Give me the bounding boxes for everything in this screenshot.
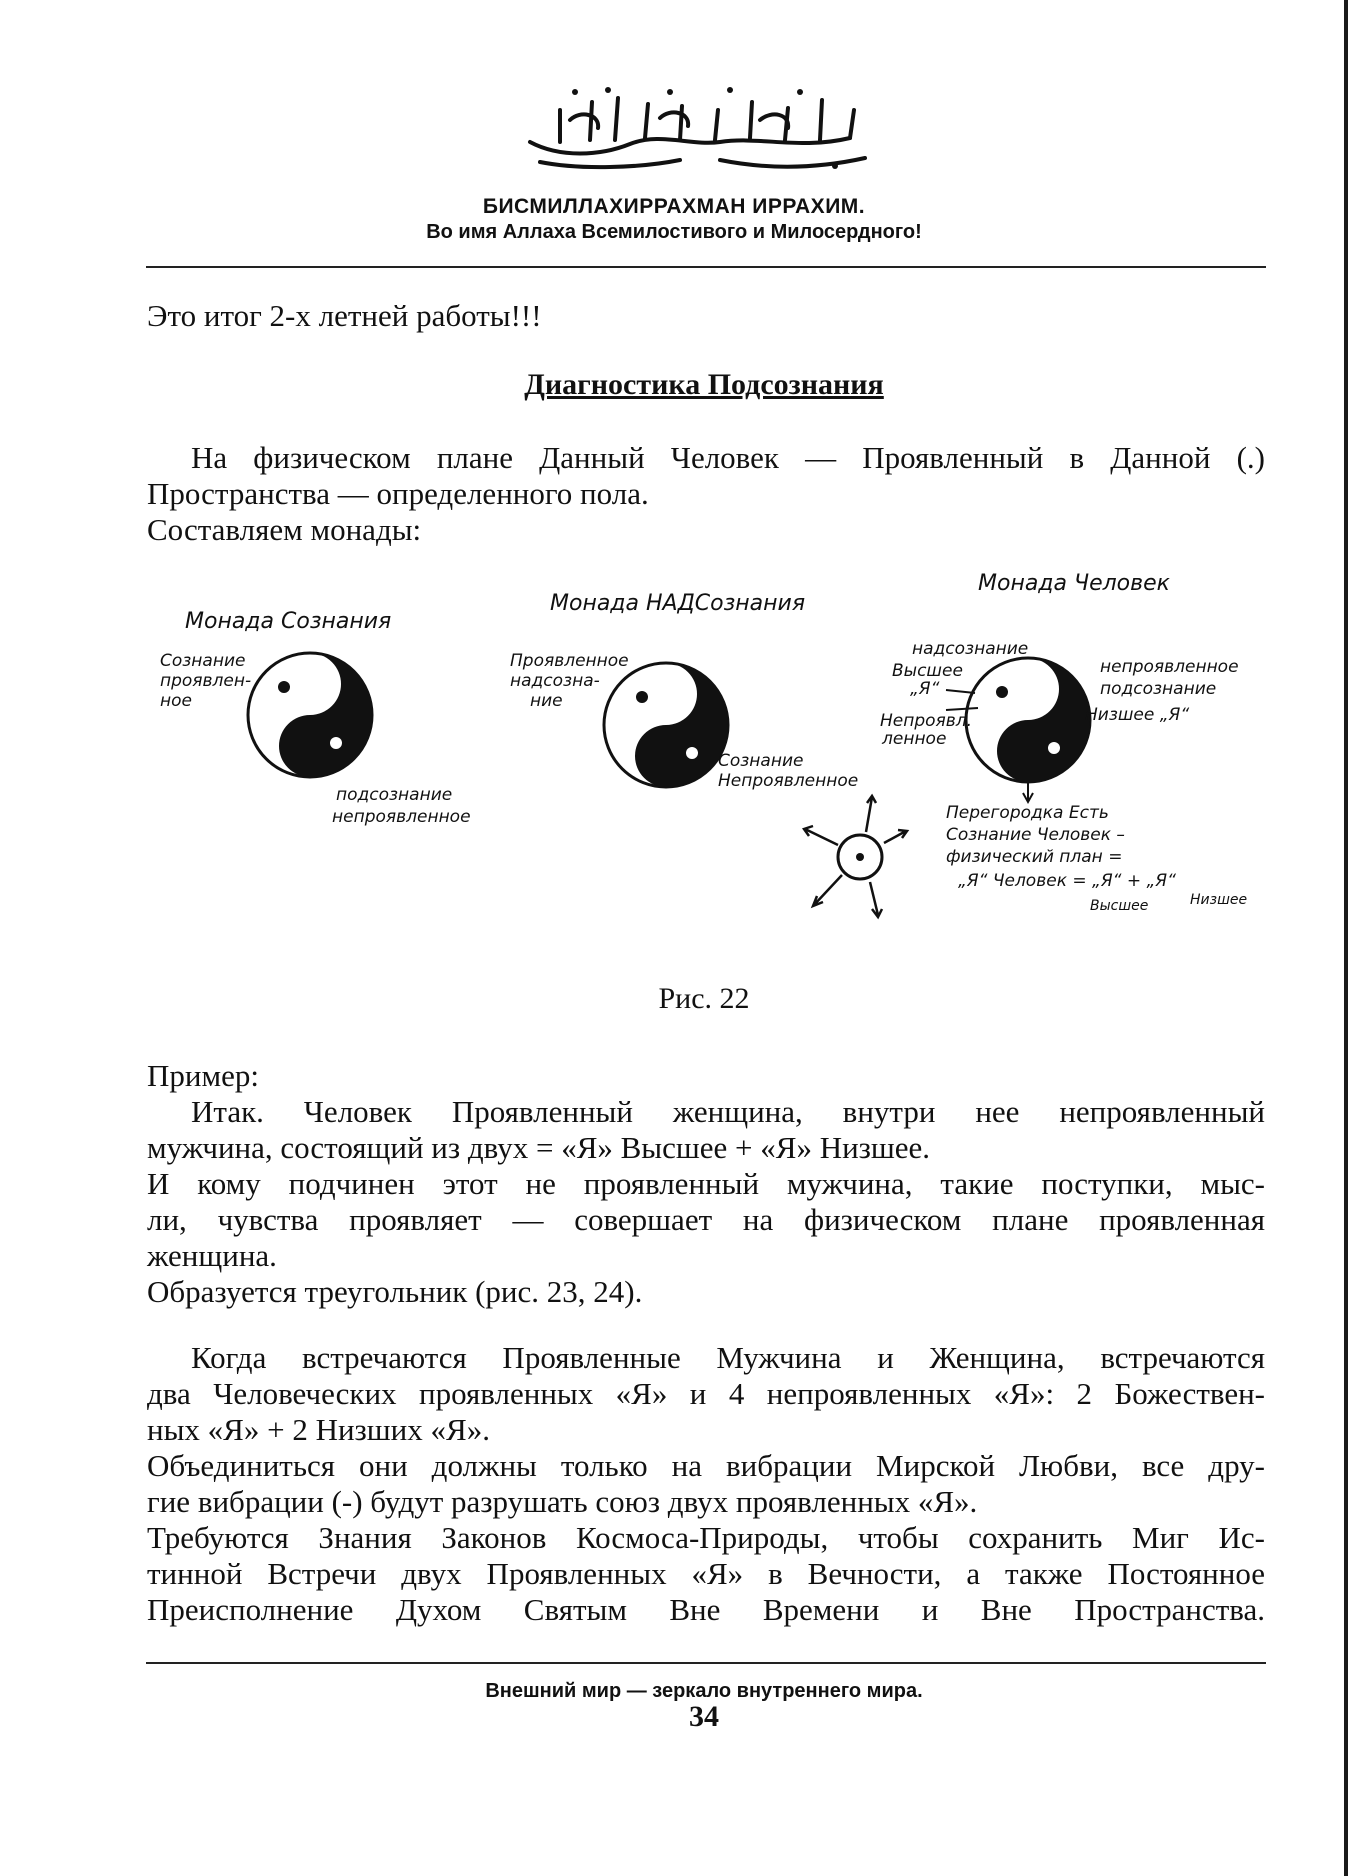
monad-dot: [996, 686, 1008, 698]
monad-superconsciousness: [604, 663, 728, 787]
bismillah-calligraphy: [520, 80, 880, 175]
monad2-label: Проявленное: [510, 651, 629, 671]
monad3-label: физический план =: [946, 847, 1123, 867]
footer-motto: Внешний мир — зеркало внутреннего мира.: [485, 1680, 923, 1702]
paragraph-line: Итак. Человек Проявленный женщина, внутри нее непроявленный: [191, 1094, 1265, 1129]
paragraph-line: ных «Я» + 2 Низших «Я».: [147, 1412, 490, 1447]
paragraph-line: ли, чувства проявляет — совершает на физическом плане проявленная: [147, 1202, 1265, 1237]
intro-line: Это итог 2-х летней работы!!!: [147, 298, 542, 333]
paragraph-line: На физическом плане Данный Человек — Проявленный в Данной (.): [191, 440, 1265, 475]
monad-dot: [1048, 742, 1060, 754]
paragraph-line: Преисполнение Духом Святым Вне Времени и Вне Пространства.: [147, 1592, 1265, 1627]
paragraph-1: [147, 440, 1265, 548]
partition-arrow: [1023, 782, 1033, 802]
paragraph-line: мужчина, состоящий из двух = «Я» Высшее + «Я» Низшее.: [147, 1130, 931, 1165]
monad3-label: „Я“ Человек = „Я“ + „Я“: [958, 871, 1176, 891]
monad3-label: Перегородка Есть: [946, 803, 1109, 823]
monad3-label: Высшее: [892, 661, 963, 681]
monad2-label: надсозна-: [510, 671, 600, 691]
monad3-label: подсознание: [1100, 679, 1217, 699]
paragraph-line: гие вибрации (-) будут разрушать союз двух проявленных «Я».: [147, 1484, 978, 1519]
monad3-sub-label: Низшее: [1190, 892, 1248, 908]
monad-human: [966, 658, 1090, 782]
paragraph-line: И кому подчинен этот не проявленный мужчина, такие поступки, мыс-: [147, 1166, 1265, 1201]
monad2-title: Монада НАДСознания: [550, 591, 806, 616]
footer-rule: [146, 1662, 1266, 1664]
monad3-title: Монада Человек: [978, 571, 1170, 596]
monad3-label: „Я“: [910, 679, 940, 699]
example-paragraph: [147, 1058, 1265, 1310]
monad-consciousness: [248, 653, 372, 777]
paragraph-line: Пример:: [147, 1058, 259, 1093]
header-transliteration: БИСМИЛЛАХИРРАХМАН ИРРАХИМ.: [482, 195, 866, 218]
paragraph-line: тинной Встречи двух Проявленных «Я» в Вечности, а также Постоянное: [147, 1556, 1265, 1591]
monad1-label: Сознание: [160, 651, 246, 671]
header-rule: [146, 266, 1266, 268]
page-edge: [1344, 0, 1348, 1876]
paragraph-line: Когда встречаются Проявленные Мужчина и Женщина, встречаются: [191, 1340, 1265, 1375]
monad3-sub-label: Высшее: [1090, 898, 1149, 914]
monad1-title: Монада Сознания: [185, 609, 392, 634]
monad-dot: [330, 737, 342, 749]
paragraph-line: Пространства — определенного пола.: [147, 476, 649, 511]
paragraph-line: Составляем монады:: [147, 512, 422, 547]
monad1-label: подсознание: [336, 785, 453, 805]
monad3-label: Низшее „Я“: [1085, 705, 1190, 725]
paragraph-line: Требуются Знания Законов Космоса-Природы, чтобы сохранить Миг Ис-: [147, 1520, 1265, 1555]
header-translation: Во имя Аллаха Всемилостивого и Милосердного!: [426, 221, 922, 243]
paragraph-line: два Человеческих проявленных «Я» и 4 непроявленных «Я»: 2 Божествен-: [147, 1376, 1265, 1411]
monad-dot: [278, 681, 290, 693]
paragraph-line: Образуется треугольник (рис. 23, 24).: [147, 1274, 643, 1309]
page-number: 34: [689, 1700, 719, 1733]
monad-dot: [686, 747, 698, 759]
monad1-label: непроявленное: [332, 807, 471, 827]
section-title: Диагностика Подсознания: [524, 368, 884, 401]
monad2-label: ние: [530, 691, 563, 711]
monad3-label: ленное: [882, 729, 947, 749]
monad2-label: Сознание: [718, 751, 804, 771]
monad1-label: ное: [160, 691, 192, 711]
radiant-point-symbol: [804, 796, 907, 917]
figure-monads: [140, 560, 1280, 940]
monad1-label: проявлен-: [160, 671, 252, 691]
figure-caption: Рис. 22: [658, 982, 750, 1015]
monad3-label: Непроявл.: [880, 711, 973, 731]
monad3-label: непроявленное: [1100, 657, 1239, 677]
paragraph-line: Объединиться они должны только на вибрации Мирской Любви, все дру-: [147, 1448, 1265, 1483]
paragraph-line: женщина.: [147, 1238, 277, 1273]
monad3-label: надсознание: [912, 639, 1029, 659]
monad3-label: Сознание Человек –: [946, 825, 1125, 845]
monad-dot: [636, 691, 648, 703]
paragraph-3: [147, 1340, 1265, 1628]
monad2-label: Непроявленное: [718, 771, 859, 791]
